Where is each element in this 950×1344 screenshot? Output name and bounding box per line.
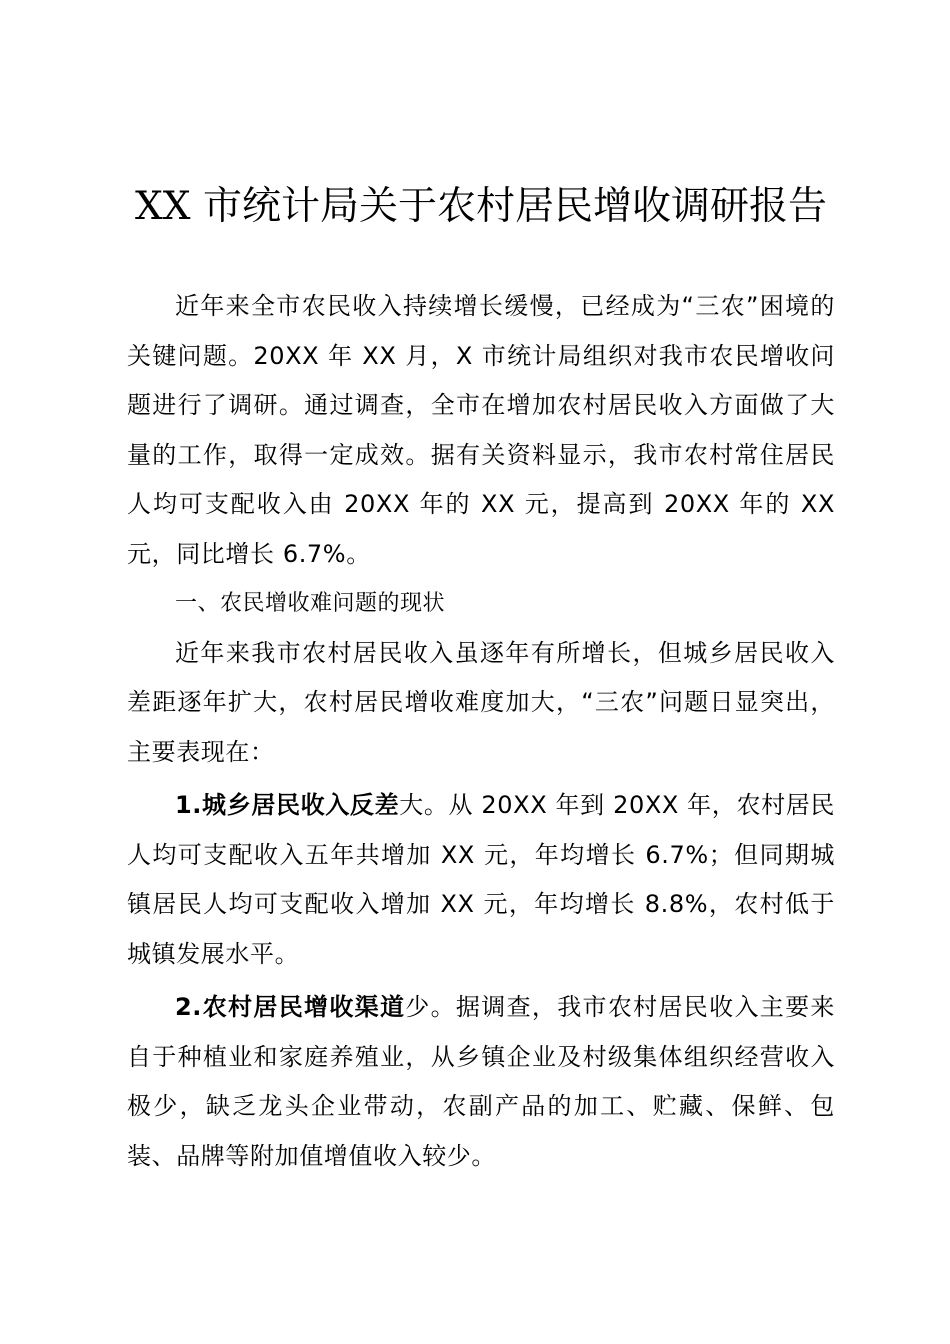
point-1-lead: 1.城乡居民收入反差 (175, 791, 400, 819)
point-paragraph-2 (127, 983, 835, 1181)
point-2-lead: 2.农村居民增收渠道 (175, 993, 406, 1021)
section-intro-paragraph: 近年来我市农村居民收入虽逐年有所增长，但城乡居民收入差距逐年扩大，农村居民增收难度加大，“三农”问题日显突出，主要表现在： (127, 638, 835, 766)
point-2-text: 少。据调查，我市农村居民收入主要来自于种植业和家庭养殖业，从乡镇企业及村级集体组织经营收入极少，缺乏龙头企业带动，农副产品的加工、贮藏、保鲜、包装、品牌等附加值增值收入较少。 (127, 993, 835, 1170)
intro-paragraph: 近年来全市农民收入持续增长缓慢，已经成为“三农”困境的关键问题。20XX 年 XX 月，X 市统计局组织对我市农民增收问题进行了调研。通过调查，全市在增加农村居民收入方面做了大量的工作，取得一定成效。据有关资料显示，我市农村常住居民人均可支配收入由 20XX 年的 XX 元，提高到 20XX 年的 XX 元，同比增长 6.7%。 (127, 292, 835, 568)
document-body (127, 282, 835, 1181)
point-paragraph-1 (127, 781, 835, 979)
document-title: XX 市统计局关于农村居民增收调研报告 (135, 184, 827, 229)
section-heading: 一、农民增收难问题的现状 (175, 591, 446, 616)
point-1-text: 大。从 20XX 年到 20XX 年，农村居民人均可支配收入五年共增加 XX 元，年均增长 6.7%；但同期城镇居民人均可支配收入增加 XX 元，年均增长 8.8%，农村低于城镇发展水平。 (127, 791, 835, 968)
